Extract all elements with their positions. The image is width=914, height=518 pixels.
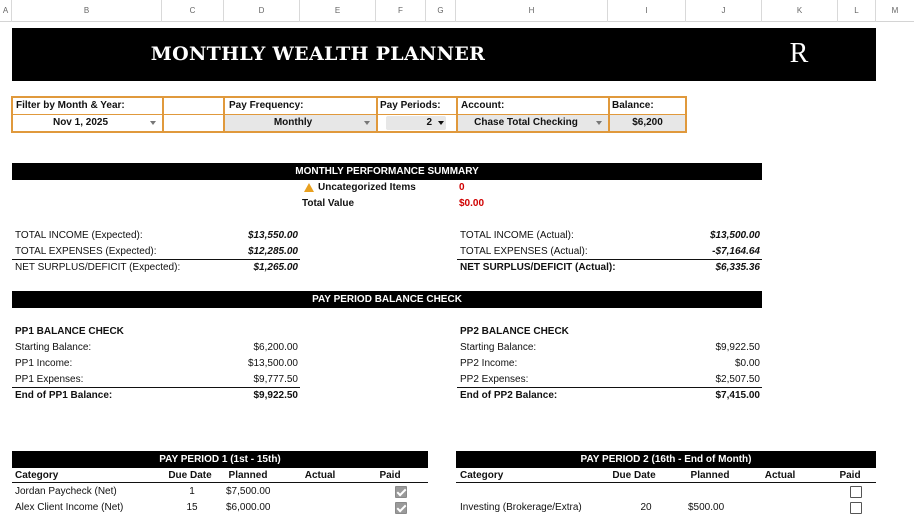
actual-income-label: TOTAL INCOME (Actual): (460, 230, 574, 241)
pp1-col-category: Category (15, 470, 59, 481)
periods-label: Pay Periods: (380, 100, 441, 111)
account-label: Account: (461, 100, 505, 111)
month-filter-label: Filter by Month & Year: (16, 100, 125, 111)
total-value-label: Total Value (302, 198, 355, 209)
chevron-down-icon[interactable] (596, 121, 602, 125)
periods-value[interactable]: 2 (426, 117, 432, 128)
page-title: MONTHLY WEALTH PLANNER (150, 43, 486, 65)
pp1-income-label: PP1 Income: (15, 358, 73, 369)
month-filter-value[interactable]: Nov 1, 2025 (52, 117, 109, 128)
paid-checkbox[interactable] (850, 502, 862, 514)
pay-period-1-header: PAY PERIOD 1 (1st - 15th) (12, 451, 428, 468)
expected-expenses-value: $12,285.00 (247, 246, 298, 257)
pp2-end-value: $7,415.00 (715, 390, 760, 401)
pp1-col-paid: Paid (379, 470, 401, 481)
actual-expenses-label: TOTAL EXPENSES (Actual): (460, 246, 588, 257)
column-header-l[interactable]: L (838, 0, 876, 22)
actual-income-value: $13,500.00 (709, 230, 760, 241)
row-planned[interactable]: $6,000.00 (226, 502, 271, 513)
table-row (0, 500, 914, 516)
pay-period-2-header: PAY PERIOD 2 (16th - End of Month) (456, 451, 876, 468)
frequency-value[interactable]: Monthly (273, 117, 313, 128)
column-header-e[interactable]: E (300, 0, 376, 22)
pp2-title: PP2 BALANCE CHECK (460, 326, 569, 337)
column-header-c[interactable]: C (162, 0, 224, 22)
title-banner (12, 28, 876, 81)
pp1-title: PP1 BALANCE CHECK (15, 326, 124, 337)
row-due-date[interactable]: 15 (186, 502, 198, 513)
row-category[interactable]: Alex Client Income (Net) (15, 502, 124, 513)
pp2-end-label: End of PP2 Balance: (460, 390, 558, 401)
expected-net-label: NET SURPLUS/DEFICIT (Expected): (15, 262, 181, 273)
pp2-col-planned: Planned (690, 470, 730, 481)
actual-net-label: NET SURPLUS/DEFICIT (Actual): (460, 262, 616, 273)
divider (456, 482, 876, 483)
divider (457, 387, 762, 388)
balance-label: Balance: (612, 100, 654, 111)
balance-check-header: PAY PERIOD BALANCE CHECK (12, 291, 762, 308)
chevron-down-icon[interactable] (364, 121, 370, 125)
pp1-start-value: $6,200.00 (253, 342, 298, 353)
pp2-col-category: Category (460, 470, 504, 481)
row-category[interactable]: Investing (Brokerage/Extra) (460, 502, 582, 513)
account-value[interactable]: Chase Total Checking (474, 117, 578, 128)
pp1-end-value: $9,922.50 (253, 390, 298, 401)
row-category[interactable]: Jordan Paycheck (Net) (15, 486, 117, 497)
pp2-expenses-label: PP2 Expenses: (460, 374, 529, 385)
expected-expenses-label: TOTAL EXPENSES (Expected): (15, 246, 157, 257)
balance-value[interactable]: $6,200 (632, 117, 663, 128)
expected-net-value: $1,265.00 (253, 262, 298, 273)
divider (457, 259, 762, 260)
pp2-expenses-value: $2,507.50 (715, 374, 760, 385)
total-value: $0.00 (459, 198, 485, 209)
column-header-h[interactable]: H (456, 0, 608, 22)
frequency-label: Pay Frequency: (229, 100, 304, 111)
column-header-j[interactable]: J (686, 0, 762, 22)
expected-income-value: $13,550.00 (247, 230, 298, 241)
pp1-income-value: $13,500.00 (247, 358, 298, 369)
column-header-b[interactable]: B (12, 0, 162, 22)
pp1-col-planned: Planned (228, 470, 268, 481)
pp2-col-actual: Actual (764, 470, 796, 481)
brand-logo: R (789, 38, 809, 69)
table-row (0, 484, 914, 500)
column-header-k[interactable]: K (762, 0, 838, 22)
column-header-m[interactable]: M (891, 6, 899, 15)
divider (12, 387, 300, 388)
row-due-date[interactable]: 20 (640, 502, 652, 513)
warning-icon (304, 183, 314, 192)
column-header-bar (0, 0, 914, 22)
pp1-start-label: Starting Balance: (15, 342, 92, 353)
performance-summary-header: MONTHLY PERFORMANCE SUMMARY (12, 163, 762, 180)
pp1-end-label: End of PP1 Balance: (15, 390, 113, 401)
divider (12, 482, 428, 483)
divider (164, 114, 223, 115)
pp2-income-label: PP2 Income: (460, 358, 518, 369)
actual-net-value: $6,335.36 (715, 262, 760, 273)
actual-expenses-value: -$7,164.64 (712, 246, 760, 257)
row-planned[interactable]: $7,500.00 (226, 486, 271, 497)
pp2-col-due: Due Date (612, 470, 656, 481)
pp2-income-value: $0.00 (734, 358, 760, 369)
pp2-col-paid: Paid (839, 470, 861, 481)
column-header-d[interactable]: D (224, 0, 300, 22)
divider (13, 114, 162, 115)
pp2-start-label: Starting Balance: (460, 342, 537, 353)
divider (378, 114, 456, 115)
column-header-g[interactable]: G (426, 0, 456, 22)
column-header-f[interactable]: F (376, 0, 426, 22)
column-header-i[interactable]: I (608, 0, 686, 22)
pp1-expenses-label: PP1 Expenses: (15, 374, 84, 385)
divider (12, 259, 300, 260)
row-planned[interactable]: $500.00 (688, 502, 725, 513)
chevron-down-icon[interactable] (438, 121, 444, 125)
pp2-start-value: $9,922.50 (715, 342, 760, 353)
uncategorized-value: 0 (459, 182, 465, 193)
expected-income-label: TOTAL INCOME (Expected): (15, 230, 143, 241)
column-header-a[interactable]: A (0, 0, 12, 22)
uncategorized-label: Uncategorized Items (318, 182, 416, 193)
pp1-col-due: Due Date (168, 470, 212, 481)
pp1-expenses-value: $9,777.50 (253, 374, 298, 385)
row-due-date[interactable]: 1 (189, 486, 195, 497)
paid-checkbox[interactable] (850, 486, 862, 498)
chevron-down-icon[interactable] (150, 121, 156, 125)
pp1-col-actual: Actual (304, 470, 336, 481)
